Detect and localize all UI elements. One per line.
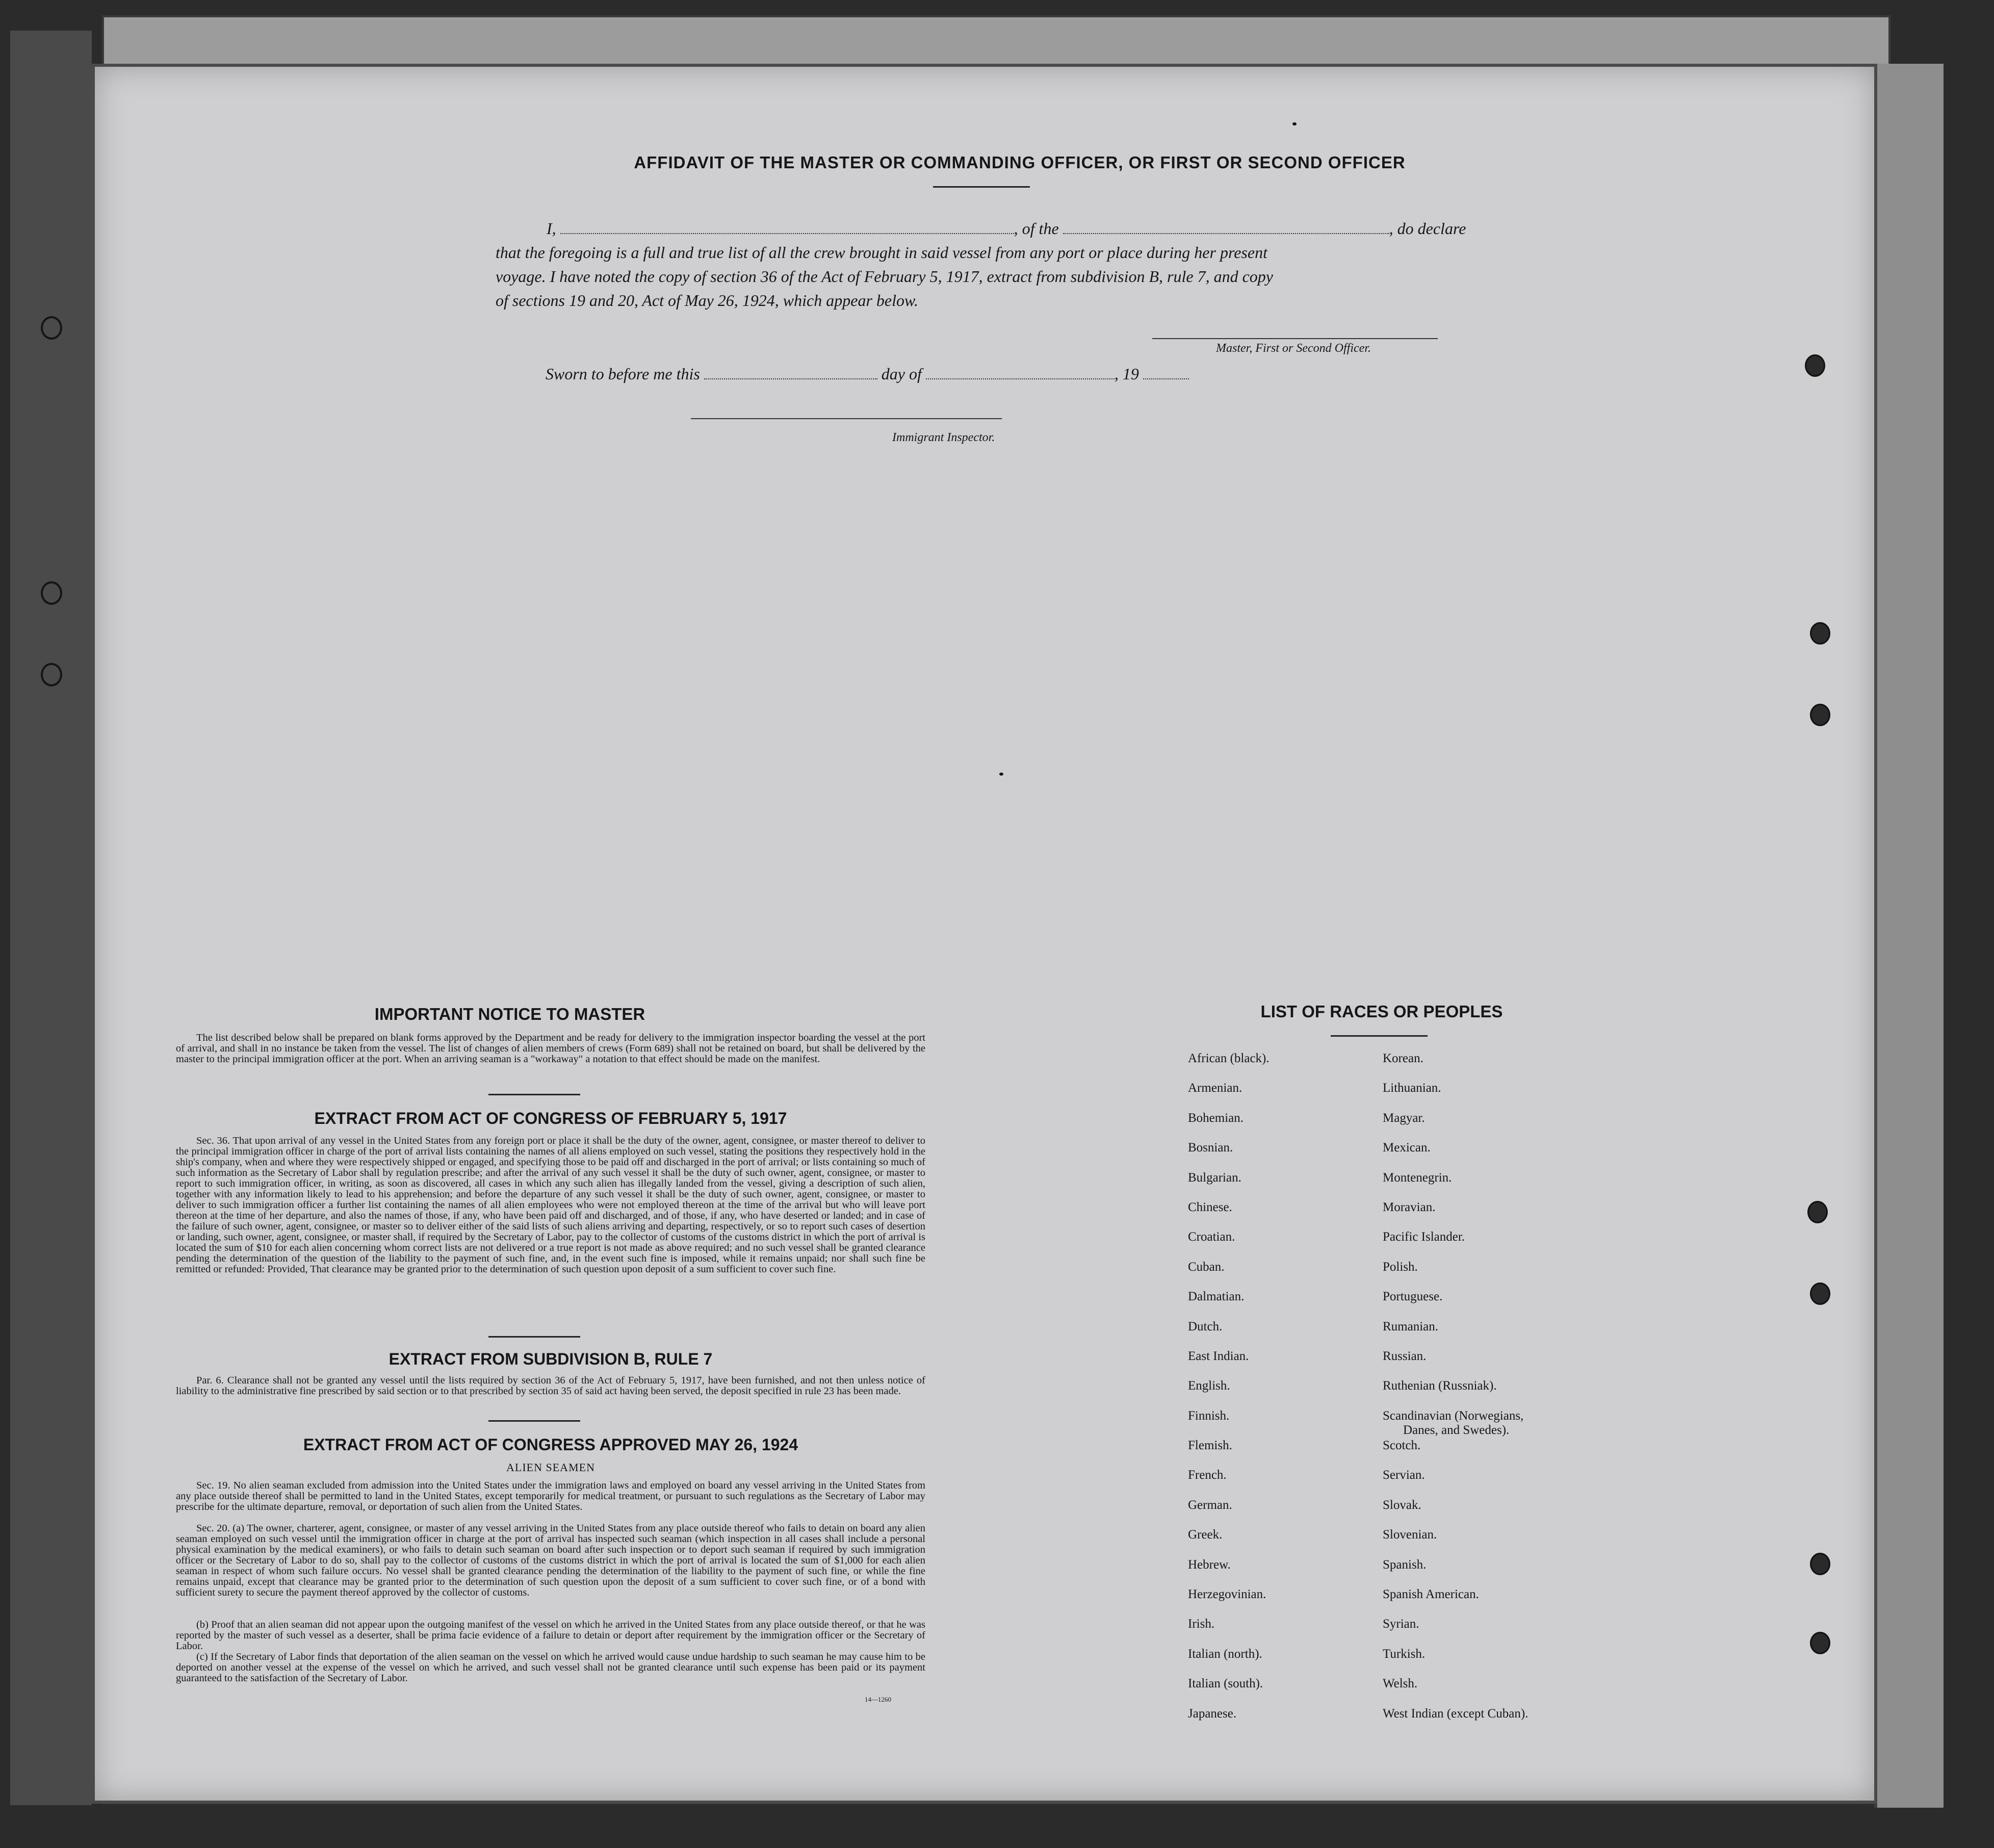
sworn-text: Sworn to before me this	[546, 365, 700, 383]
race-item: Syrian.	[1383, 1617, 1419, 1631]
sworn-year-blank[interactable]	[1143, 366, 1189, 379]
affidavit-of: , of the	[1014, 219, 1059, 238]
race-item: Dutch.	[1188, 1319, 1223, 1333]
extract-1917-title: EXTRACT FROM ACT OF CONGRESS OF FEBRUARY 5, 1917	[314, 1109, 787, 1127]
race-item: Bohemian.	[1188, 1111, 1244, 1125]
punch-hole	[1810, 1282, 1830, 1305]
inspector-signature-line[interactable]	[691, 418, 1002, 419]
divider	[488, 1336, 580, 1338]
races-left-column	[1188, 1051, 1270, 1736]
race-item: Scandinavian (Norwegians,	[1383, 1408, 1524, 1423]
race-item: Spanish.	[1383, 1557, 1427, 1572]
race-item: Italian (north).	[1188, 1647, 1262, 1661]
affidavit-text	[496, 217, 1474, 313]
sec-20a-text: Sec. 20. (a) The owner, charterer, agent, consignee, or master of any vessel arriving in the United States from any place outside thereof who fails to detain on board any alien seaman employed on such vessel until the immigration officer in charge at the port of arrival has inspected such seaman (which inspection in all cases shall include a personal physical examination by the medical examiners), or who fails to detain such seaman on board after such inspection or to deport such seaman if required by such immigration officer or the Secretary of Labor to do so, shall pay to the collector of customs of the customs district in which the port of arrival is located the sum of $1,000 for each alien seaman in respect of whom such failure occurs. No vessel shall be granted clearance pending the determination of the liability to the payment of such fine, or while the fine remains unpaid, except that clearance may be granted prior to the determination of such question upon the deposit of a sum sufficient to cover such fine, or of a bond with sufficient surety to secure the payment thereof approved by the collector of customs.	[176, 1523, 925, 1598]
ink-speck	[999, 773, 1003, 776]
notice-text: The list described below shall be prepared on blank forms approved by the Department and be ready for delivery to the immigration inspector boarding the vessel at the port of arrival, and shall in no instance be taken from the vessel. The list of changes of alien members of crews (Form 689) shall not be retained on board, but shall be delivered by the master to the principal immigration officer at the port. When an arriving seaman is a "workaway" a notation to that effect should be made on the manifest.	[176, 1032, 925, 1065]
sworn-day-label: day of	[881, 365, 922, 383]
affidavit-i: I,	[547, 219, 556, 238]
race-item: Mexican.	[1383, 1141, 1431, 1155]
master-signature-label: Master, First or Second Officer.	[1216, 342, 1371, 355]
sec-20c-text: (c) If the Secretary of Labor finds that deportation of the alien seaman on the vessel on which he arrived would cause undue hardship to such seaman he may cause him to be deported on another vessel at the expense of the vessel on which he arrived, and such vessel shall not be granted clearance until such expense has been paid or its payment guaranteed to the satisfaction of the Secretary of Labor.	[176, 1651, 925, 1684]
race-item: Pacific Islander.	[1383, 1230, 1465, 1244]
punch-hole-ring	[41, 316, 62, 340]
race-item: Slovenian.	[1383, 1528, 1437, 1542]
race-item: Korean.	[1383, 1051, 1423, 1065]
race-item: East Indian.	[1188, 1349, 1249, 1363]
race-item: Irish.	[1188, 1617, 1215, 1631]
sworn-month-blank[interactable]	[926, 366, 1115, 379]
race-item: Greek.	[1188, 1528, 1223, 1542]
punch-hole-ring	[41, 663, 62, 686]
race-item: Portuguese.	[1383, 1290, 1443, 1304]
race-item: Slovak.	[1383, 1498, 1421, 1512]
divider	[488, 1420, 580, 1422]
divider	[1331, 1035, 1428, 1037]
alien-seamen-subtitle: ALIEN SEAMEN	[506, 1461, 595, 1474]
race-item: Finnish.	[1188, 1408, 1230, 1423]
vessel-blank[interactable]	[1063, 221, 1389, 234]
affidavit-line-1	[496, 217, 1474, 241]
race-item: Chinese.	[1188, 1200, 1232, 1214]
race-item: Italian (south).	[1188, 1677, 1263, 1691]
race-item: Armenian.	[1188, 1081, 1242, 1095]
notice-title: IMPORTANT NOTICE TO MASTER	[374, 1005, 645, 1023]
race-item: Moravian.	[1383, 1200, 1436, 1214]
race-item: Montenegrin.	[1383, 1170, 1452, 1185]
sworn-day-blank[interactable]	[704, 366, 877, 379]
race-item: Turkish.	[1383, 1647, 1426, 1661]
race-item: French.	[1188, 1468, 1227, 1482]
affidavit-title: AFFIDAVIT OF THE MASTER OR COMMANDING OFFICER, OR FIRST OR SECOND OFFICER	[634, 153, 1406, 172]
race-item: Flemish.	[1188, 1439, 1232, 1453]
sworn-statement	[546, 365, 1259, 383]
divider	[488, 1094, 580, 1095]
extract-rule7-text: Par. 6. Clearance shall not be granted any vessel until the lists required by section 36 of the Act of February 5, 1917, have been furnished, and not then unless notice of liability to the administrative fine prescribed by said section or to that prescribed by section 35 of said act having been served, the deposit specified in rule 23 has been made.	[176, 1375, 925, 1397]
form-number: 14—1260	[865, 1696, 891, 1703]
affidavit-declare: , do declare	[1389, 219, 1466, 238]
sworn-year-label: , 19	[1114, 365, 1139, 383]
race-item: Polish.	[1383, 1260, 1418, 1274]
race-item: Cuban.	[1188, 1260, 1225, 1274]
divider	[933, 186, 1030, 188]
race-item: Scotch.	[1383, 1439, 1421, 1453]
race-item-multiline	[1383, 1409, 1528, 1439]
affidavit-line-4: of sections 19 and 20, Act of May 26, 1924, which appear below.	[496, 291, 918, 310]
race-item: Rumanian.	[1383, 1319, 1439, 1333]
right-margin-strip	[1874, 64, 1944, 1808]
punch-hole	[1810, 1632, 1830, 1654]
bleed-through-text	[380, 148, 390, 181]
punch-hole-ring	[41, 581, 62, 605]
race-item: African (black).	[1188, 1051, 1270, 1065]
ink-speck	[1292, 122, 1297, 125]
punch-hole	[1810, 704, 1830, 726]
master-signature-line[interactable]	[1152, 338, 1438, 339]
inspector-signature-label: Immigrant Inspector.	[892, 431, 995, 444]
sec-20b-text: (b) Proof that an alien seaman did not appear upon the outgoing manifest of the vessel on which he arrived in the United States from any place outside thereof, or that he was reported by the master of such vessel as a deserter, shall be prima facie evidence of a failure to detain or deport after requirement by the immigration officer or the Secretary of Labor.	[176, 1619, 925, 1652]
affidavit-line-2: that the foregoing is a full and true list of all the crew brought in said vessel from any port or place during her present	[496, 243, 1267, 262]
race-item: Magyar.	[1383, 1111, 1425, 1125]
race-item: Spanish American.	[1383, 1587, 1479, 1602]
race-item: Herzegovinian.	[1188, 1587, 1266, 1602]
affidavit-line-3: voyage. I have noted the copy of section 36 of the Act of February 5, 1917, extract from subdivision B, rule 7, and copy	[496, 267, 1273, 286]
race-item: Dalmatian.	[1188, 1290, 1245, 1304]
sec-19-text: Sec. 19. No alien seaman excluded from admission into the United States under the immigration laws and employed on board any vessel arriving in the United States from any place outside thereof shall be permitted to land in the United States, except temporarily for medical treatment, or pursuant to such regulations as the Secretary of Labor may prescribe for the ultimate departure, removal, or deportation of such alien from the United States.	[176, 1480, 925, 1512]
background-edge-left	[10, 31, 92, 1805]
extract-1924-title: EXTRACT FROM ACT OF CONGRESS APPROVED MAY 26, 1924	[303, 1435, 798, 1454]
punch-hole	[1810, 1553, 1830, 1575]
race-item: West Indian (except Cuban).	[1383, 1706, 1529, 1721]
race-item: Hebrew.	[1188, 1557, 1231, 1572]
race-item: Welsh.	[1383, 1677, 1418, 1691]
races-right-column	[1383, 1051, 1528, 1736]
race-item-continuation: Danes, and Swedes).	[1403, 1423, 1510, 1437]
punch-hole	[1805, 354, 1825, 377]
race-item: Ruthenian (Russniak).	[1383, 1379, 1497, 1393]
race-item: German.	[1188, 1498, 1232, 1512]
extract-1917-text: Sec. 36. That upon arrival of any vessel in the United States from any foreign port or place it shall be the duty of the owner, agent, consignee, or master thereof to deliver to the principal immigration officer in charge of the port of arrival lists containing the names of all aliens employed on such vessel, stating the positions they respectively hold in the ship's company, when and where they were respectively shipped or engaged, and specifying those to be paid off and discharged in the port of arrival; or lists containing so much of such information as the Secretary of Labor shall by regulation prescribe; and after the arrival of any such vessel it shall be the duty of such owner, agent, consignee, or master to report to such immigration officer, in writing, as soon as discovered, all cases in which any such alien has illegally landed from the vessel, giving a description of such alien, together with any information likely to lead to his apprehension; and before the departure of any such vessel it shall be the duty of such owner, agent, consignee, or master to deliver to such immigration officer a further list containing the names of all alien employees who were not employed thereon at the time of the arrival but who will leave port thereon at the time of her departure, and also the names of those, if any, who have been paid off and discharged, and of those, if any, who have deserted or landed; and in case of the failure of such owner, agent, consignee, or master so to deliver either of the said lists of such aliens arriving and departing, respectively, or so to report such cases of desertion or landing, such owner, agent, consignee, or master shall, if required by the Secretary of Labor, pay to the collector of customs of the customs district in which the port of arrival is located the sum of $10 for each alien concerning whom correct lists are not delivered or a true report is not made as above required; and no such vessel shall be granted clearance pending the determination of the question of the liability to the payment of such fine, and, in the event such fine is imposed, while it remains unpaid; nor shall such fine be remitted or refunded: Provided, That clearance may be granted prior to the determination of such question upon deposit of a sum sufficient to cover such fine.	[176, 1135, 925, 1275]
race-item: English.	[1188, 1379, 1230, 1393]
punch-hole	[1810, 622, 1830, 645]
race-item: Bulgarian.	[1188, 1170, 1241, 1185]
race-item: Japanese.	[1188, 1706, 1237, 1721]
races-title: LIST OF RACES OR PEOPLES	[1260, 1002, 1503, 1021]
race-item: Bosnian.	[1188, 1141, 1233, 1155]
race-item: Lithuanian.	[1383, 1081, 1441, 1095]
name-blank[interactable]	[560, 221, 1014, 234]
punch-hole	[1807, 1201, 1828, 1223]
race-item: Russian.	[1383, 1349, 1427, 1363]
extract-rule7-title: EXTRACT FROM SUBDIVISION B, RULE 7	[389, 1350, 713, 1368]
race-item: Croatian.	[1188, 1230, 1235, 1244]
race-item: Servian.	[1383, 1468, 1425, 1482]
